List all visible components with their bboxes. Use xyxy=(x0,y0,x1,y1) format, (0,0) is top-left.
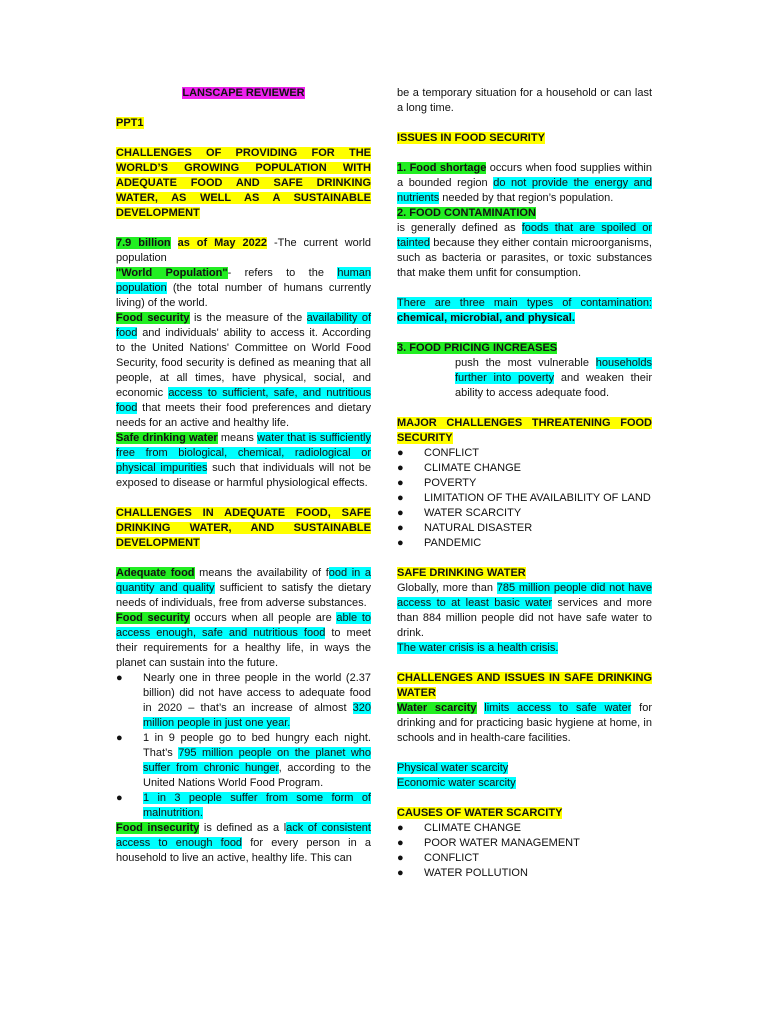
food-insecurity-paragraph: Food insecurity is defined as a lack of consistent access to enough food for every person in a household to live an active, healthy life. This can xyxy=(116,822,371,864)
major-challenges-list xyxy=(397,446,652,551)
safe-drinking-water-paragraph: Safe drinking water means water that is sufficiently free from biological, chemical, radiological or physical impurities such that individuals will not be exposed to disease or harmful physiological effects. xyxy=(116,432,371,489)
food-insecurity-continuation: be a temporary situation for a household or can last a long time. xyxy=(397,87,652,114)
list-item: ● PANDEMIC xyxy=(397,536,652,551)
causes-list xyxy=(397,821,652,881)
food-pricing-heading: 3. FOOD PRICING INCREASES xyxy=(397,342,558,354)
food-security-paragraph: Food security is the measure of the availability of food and individuals' ability to access it. According to the United Nations' Committee on World Food Security, food security is defined as meaning that all people, at all times, have physical, social, and economic access to sufficient, safe, and nutritious food that meets their food preferences and dietary needs for an active and healthy life. xyxy=(116,312,371,429)
hunger-facts-list xyxy=(116,671,371,821)
list-item: ● CLIMATE CHANGE xyxy=(397,821,652,836)
list-item: ● POOR WATER MANAGEMENT xyxy=(397,836,652,851)
heading-challenges-adequate: CHALLENGES IN ADEQUATE FOOD, SAFE DRINKING WATER, AND SUSTAINABLE DEVELOPMENT xyxy=(116,507,371,549)
list-item: ● 1 in 3 people suffer from some form of malnutrition. xyxy=(116,791,371,821)
list-item: ● WATER POLLUTION xyxy=(397,866,652,881)
world-population-paragraph: "World Population"- refers to the human population (the total number of humans currently living) of the world. xyxy=(116,267,371,309)
heading-safe-drinking-water: SAFE DRINKING WATER xyxy=(397,567,526,579)
heading-major-challenges: MAJOR CHALLENGES THREATENING FOOD SECURITY xyxy=(397,417,652,444)
water-crisis-line: The water crisis is a health crisis. xyxy=(397,642,559,654)
physical-water-scarcity: Physical water scarcity xyxy=(397,762,509,774)
list-item: ● WATER SCARCITY xyxy=(397,506,652,521)
population-paragraph: 7.9 billion as of May 2022 -The current world population xyxy=(116,237,372,264)
right-column xyxy=(397,86,652,881)
list-item: ● CONFLICT xyxy=(397,851,652,866)
left-column xyxy=(116,86,371,866)
food-contamination-paragraph: is generally defined as foods that are spoiled or tainted because they either contain microorganisms, such as bacteria or parasites, or toxic substances that make them unfit for consumption. xyxy=(397,222,652,279)
adequate-food-paragraph: Adequate food means the availability of food in a quantity and quality sufficient to satisfy the dietary needs of individuals, free from adverse substances. xyxy=(116,567,371,609)
heading-challenges-providing: CHALLENGES OF PROVIDING FOR THE WORLD’S GROWING POPULATION WITH ADEQUATE FOOD AND SAFE DRINKING WATER, AS WELL AS A SUSTAINABLE DEVELOPMENT xyxy=(116,147,371,219)
list-item: ● CONFLICT xyxy=(397,446,652,461)
food-pricing-paragraph: push the most vulnerable households further into poverty and weaken their ability to access adequate food. xyxy=(455,357,652,399)
safe-water-stats-paragraph: Globally, more than 785 million people did not have access to at least basic water services and more than 884 million people did not have safe water to drink. xyxy=(397,582,652,639)
food-security-occurs-paragraph: Food security occurs when all people are able to access enough, safe and nutritious food to meet their requirements for a healthy life, in ways the planet can sustain into the future. xyxy=(116,612,371,669)
water-scarcity-paragraph: Water scarcity limits access to safe water for drinking and for practicing basic hygiene at home, in schools and in health-care facilities. xyxy=(397,702,652,744)
list-item: ● NATURAL DISASTER xyxy=(397,521,652,536)
list-item: ● LIMITATION OF THE AVAILABILITY OF LAND xyxy=(397,491,652,506)
ppt-label: PPT1 xyxy=(116,117,144,129)
food-contamination-heading: 2. FOOD CONTAMINATION xyxy=(397,207,536,219)
list-item: ● Nearly one in three people in the world (2.37 billion) did not have access to adequate food in 2020 – that’s an increase of almost 320 million people in just one year. xyxy=(116,671,371,731)
food-shortage-paragraph: 1. Food shortage occurs when food supplies within a bounded region do not provide the energy and nutrients needed by that region’s population. xyxy=(397,162,653,204)
heading-challenges-safe-water: CHALLENGES AND ISSUES IN SAFE DRINKING WATER xyxy=(397,672,652,699)
list-item: ● 1 in 9 people go to bed hungry each night. That’s 795 million people on the planet who suffer from chronic hunger, according to the United Nations World Food Program. xyxy=(116,731,371,791)
heading-issues-food-security: ISSUES IN FOOD SECURITY xyxy=(397,132,545,144)
document-title: LANSCAPE REVIEWER xyxy=(182,87,305,99)
list-item: ● POVERTY xyxy=(397,476,652,491)
heading-causes-water-scarcity: CAUSES OF WATER SCARCITY xyxy=(397,807,563,819)
economic-water-scarcity: Economic water scarcity xyxy=(397,777,516,789)
list-item: ● CLIMATE CHANGE xyxy=(397,461,652,476)
contamination-types-paragraph: There are three main types of contamination: chemical, microbial, and physical. xyxy=(397,297,652,324)
